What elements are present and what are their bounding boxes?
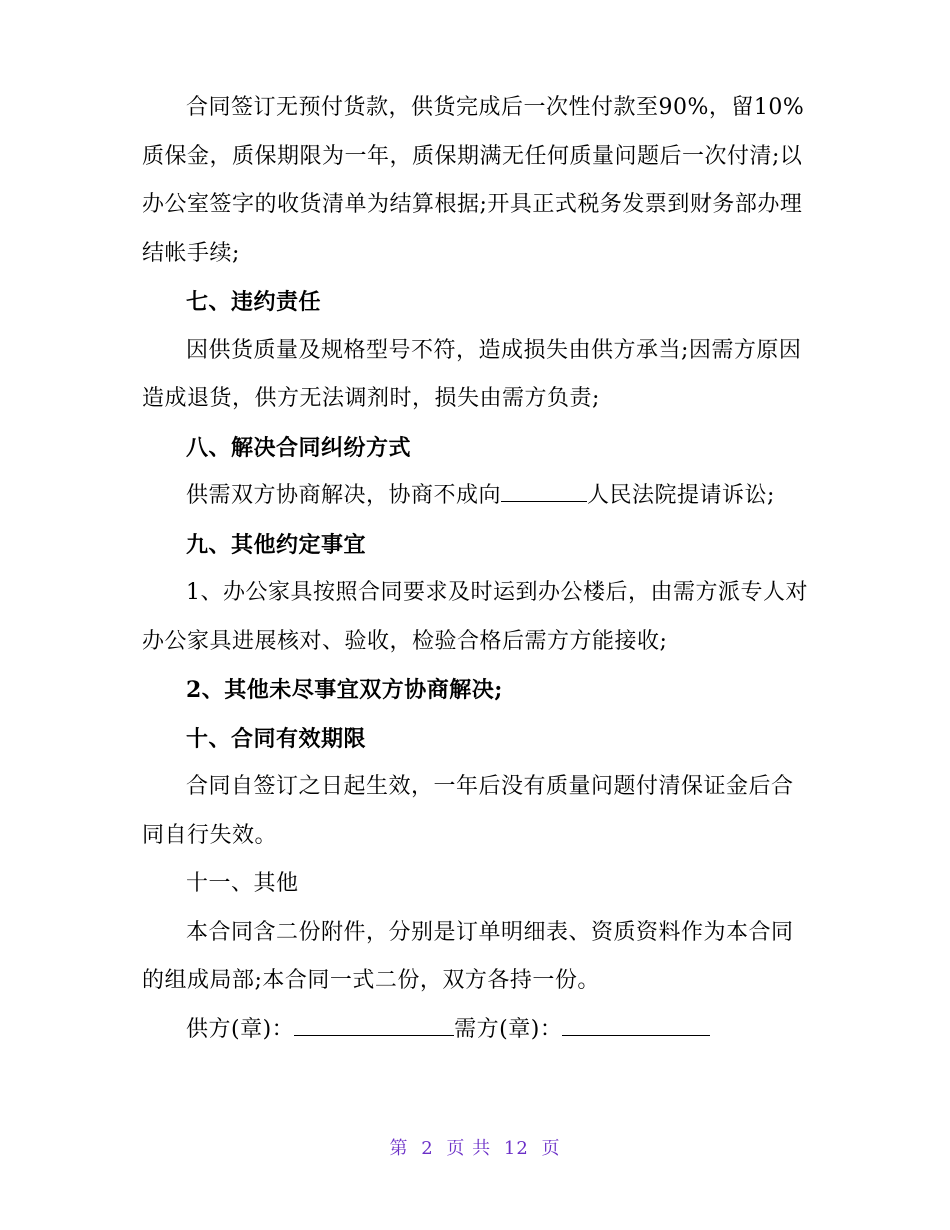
section-8-body-after: 人民法院提请诉讼;	[587, 483, 775, 508]
section-8-body	[142, 472, 812, 521]
payment-terms-paragraph: 合同签订无预付货款，供货完成后一次性付款至90%，留10%质保金，质保期限为一年，质保期满无任何质量问题后一次付清;以办公室签字的收货清单为结算根据;开具正式税务发票到财务部办理结帐手续;	[142, 95, 805, 266]
section-7-title: 七、违约责任	[186, 289, 322, 315]
supplier-seal-label: 供方(章)：	[186, 1016, 295, 1042]
section-11-body: 本合同含二份附件，分别是订单明细表、资质资料作为本合同的组成局部;本合同一式二份，双方各持一份。	[142, 919, 794, 993]
section-9-item-1: 1、办公家具按照合同要求及时运到办公楼后，由需方派专人对办公家具进展核对、验收，检验合格后需方方能接收;	[142, 580, 808, 654]
page-footer	[0, 1134, 950, 1160]
section-10-body: 合同自签订之日起生效，一年后没有质量问题付清保证金后合同自行失效。	[142, 774, 794, 848]
current-page-number: 2	[421, 1138, 434, 1159]
footer-middle: 页 共	[446, 1138, 492, 1159]
buyer-seal-label: 需方(章)：	[454, 1016, 563, 1042]
section-9-item-2: 2、其他未尽事宜双方协商解决;	[186, 677, 503, 703]
section-8-title: 八、解决合同纠纷方式	[186, 434, 412, 461]
court-blank-line	[501, 481, 587, 502]
section-11-title: 十一、其他	[186, 871, 299, 896]
total-pages-number: 12	[503, 1138, 529, 1159]
section-9-title: 九、其他约定事宜	[186, 531, 367, 558]
section-10-title: 十、合同有效期限	[186, 725, 367, 752]
section-7-body: 因供货质量及规格型号不符，造成损失由供方承当;因需方原因造成退货，供方无法调剂时，损失由需方负责;	[142, 337, 802, 411]
supplier-signature-blank	[294, 1015, 454, 1036]
signature-line	[142, 1006, 812, 1055]
document-body	[142, 84, 812, 1054]
footer-prefix: 第	[389, 1138, 409, 1159]
buyer-signature-blank	[562, 1015, 710, 1036]
section-8-body-before: 供需双方协商解决，协商不成向	[186, 483, 502, 508]
footer-suffix: 页	[541, 1138, 561, 1159]
